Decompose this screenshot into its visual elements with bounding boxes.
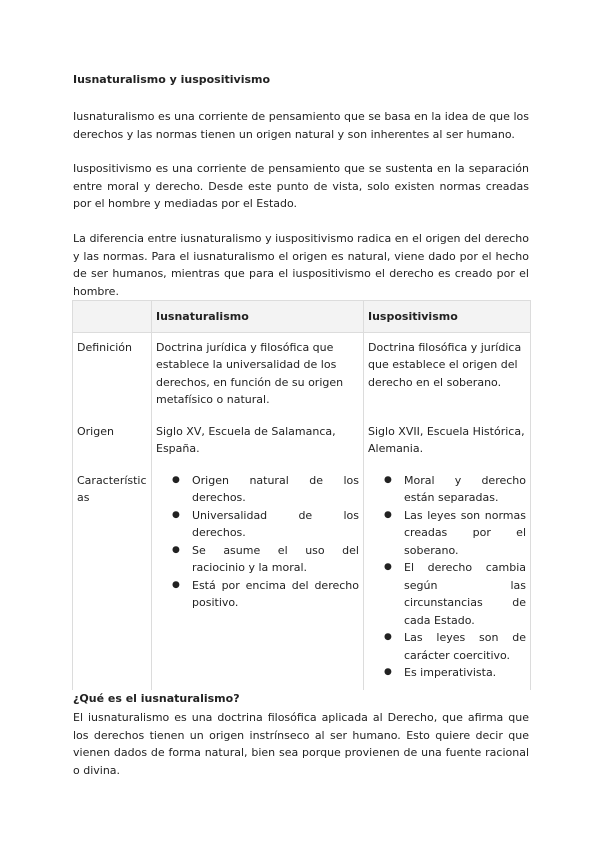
comparison-table (72, 300, 531, 690)
table-row-definicion (73, 332, 531, 417)
cell-definicion-iuspositivismo: Doctrina filosófica y jurídica que establece el origen del derecho en el soberano. (364, 332, 531, 417)
row-label-definicion: Definición (73, 332, 152, 417)
list-caracteristicas-iuspositivismo (368, 472, 526, 682)
cell-caracteristicas-iuspositivismo (364, 466, 531, 690)
list-item: ● Las leyes son normas creadas por el soberano. (404, 507, 526, 560)
section-title: ¿Qué es el iusnaturalismo? (73, 692, 240, 705)
list-caracteristicas-iusnaturalismo (156, 472, 359, 612)
paragraph-iuspositivismo: Iuspositivismo es una corriente de pensamiento que se sustenta en la separación entre moral y derecho. Desde este punto de vista, solo existen normas creadas por el hombre y mediadas por el Estado. (73, 162, 529, 210)
cell-origen-iusnaturalismo: Siglo XV, Escuela de Salamanca, España. (152, 417, 364, 466)
cell-definicion-iusnaturalismo: Doctrina jurídica y filosófica que establece la universalidad de los derechos, en función de su origen metafísico o natural. (152, 332, 364, 417)
table-header-empty (73, 301, 152, 333)
document-title: Iusnaturalismo y iuspositivismo (73, 73, 271, 86)
list-item: ● Moral y derecho están separadas. (404, 472, 526, 507)
paragraph-iusnaturalismo: Iusnaturalismo es una corriente de pensamiento que se basa en la idea de que los derechos y las normas tienen un origen natural y son inherentes al ser humano. (73, 110, 529, 141)
cell-origen-iuspositivismo: Siglo XVII, Escuela Histórica, Alemania. (364, 417, 531, 466)
table-row-origen (73, 417, 531, 466)
list-item: ● Origen natural de los derechos. (192, 472, 359, 507)
table-header-iusnaturalismo: Iusnaturalismo (152, 301, 364, 333)
cell-caracteristicas-iusnaturalismo (152, 466, 364, 690)
list-item: ● Es imperativista. (404, 664, 526, 682)
list-item: ● Se asume el uso del raciocinio y la moral. (192, 542, 359, 577)
row-label-origen: Origen (73, 417, 152, 466)
table-header-iuspositivismo: Iuspositivismo (364, 301, 531, 333)
list-item: ● Universalidad de los derechos. (192, 507, 359, 542)
section-paragraph: El iusnaturalismo es una doctrina filosófica aplicada al Derecho, que afirma que los derechos tienen un origen instrínseco al ser humano. Esto quiere decir que vienen dados de forma natural, bien sea porque provienen de una fuente racional o divina. (73, 711, 529, 777)
paragraph-diferencia: La diferencia entre iusnaturalismo y iuspositivismo radica en el origen del derecho y las normas. Para el iusnaturalismo el origen es natural, viene dado por el hecho de ser humanos, mientras que para el iuspositivismo el derecho es creado por el hombre. (73, 232, 529, 298)
row-label-caracteristicas: Característic as (73, 466, 152, 690)
table-header-row (73, 301, 531, 333)
list-item: ● El derecho cambia según las circunstancias de cada Estado. (404, 559, 526, 629)
list-item: ● Las leyes son de carácter coercitivo. (404, 629, 526, 664)
table-row-caracteristicas (73, 466, 531, 690)
list-item: ● Está por encima del derecho positivo. (192, 577, 359, 612)
